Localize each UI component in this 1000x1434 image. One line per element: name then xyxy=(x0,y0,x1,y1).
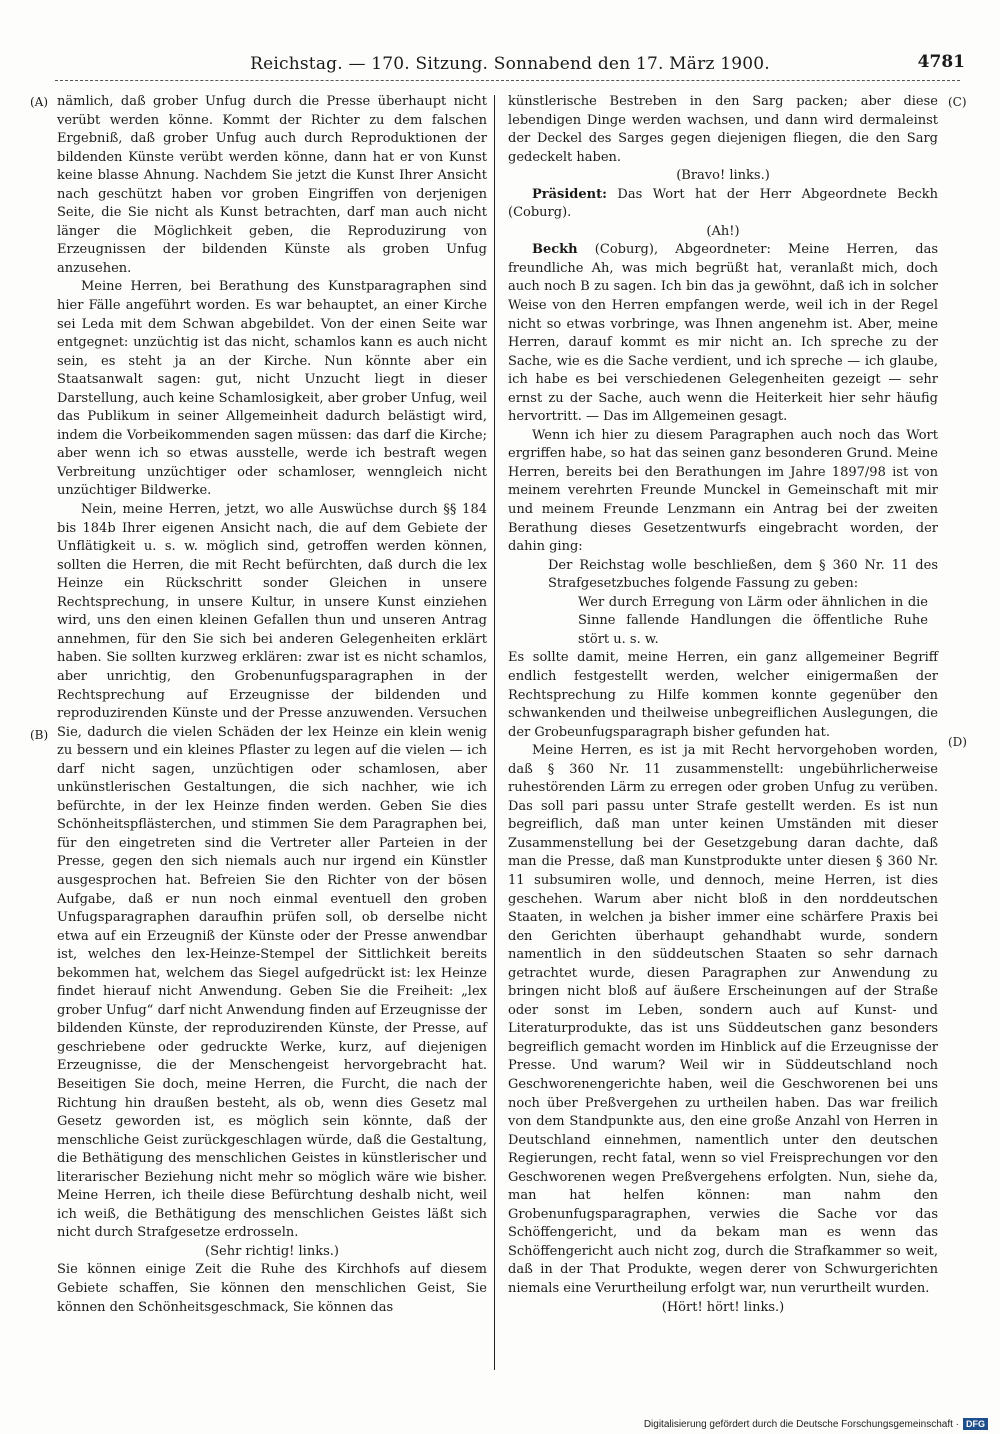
interjection: (Bravo! links.) xyxy=(676,168,770,184)
interjection: (Ah!) xyxy=(706,223,740,239)
paragraph: Sie können einige Zeit die Ruhe des Kirchhofs auf diesem Gebiete schaffen, Sie können den menschlichen Geist, Sie können den Schönheitsgeschmack, Sie können das xyxy=(57,1262,487,1315)
dfg-logo: DFG xyxy=(963,1418,988,1430)
footer-text: Digitalisierung gefördert durch die Deutsche Forschungsgemeinschaft · xyxy=(643,1418,959,1430)
president-statement xyxy=(508,186,938,223)
speaker-label: Präsident: xyxy=(532,186,607,202)
paragraph: Meine Herren, bei Berathung des Kunstparagraphen sind hier Fälle angeführt worden. Es war behauptet, an einer Kirche sei Leda mit dem Schwan abgebildet. Von der einen Seite war entgegnet: unzüchtig ist das nicht, schamlos kann es auch nicht sein, es steht ja an der Kirche. Nun könnte aber ein Staatsanwalt sagen: gut, nicht Unzucht liegt in dieser Darstellung, auch keine Schamlosigkeit, aber grober Unfug, weil das Publikum in seiner Allgemeinheit dadurch belästigt wird, indem die Vorbeikommenden sagen müssen: das darf die Kirche; aber wenn ich so etwas ausstelle, werde ich bestraft wegen Verbreitung unzüchtiger oder schamloser, wenngleich nicht unzüchtiger Bildwerke. xyxy=(57,279,487,499)
interjection: (Sehr richtig! links.) xyxy=(205,1243,339,1259)
law-text-quote: Wer durch Erregung von Lärm oder ähnlichen in die Sinne fallende Handlungen die öffentliche Ruhe stört u. s. w. xyxy=(578,594,928,647)
margin-marker-d: (D) xyxy=(948,735,967,749)
paragraph: Nein, meine Herren, jetzt, wo alle Auswüchse durch §§ 184 bis 184b Ihrer eigenen Ansicht nach, die auf dem Gebiete der Unflätigkeit u. s. w. möglich sind, getroffen werden können, sollten die Herren, die mit Recht befürchten, daß durch die lex Heinze ein Rückschritt sonder Gleichen in unsere Rechtsprechung, in unsere Kultur, in unsere Kunst einziehen wird, uns den einen kleinen Gefallen thun und unseren Antrag annehmen, für den Sie sich bei anderen Gelegenheiten erklärt haben. Sie sollten kurzweg erklären: zwar ist es nicht schamlos, aber unrichtig, den Grobenunfugsparagraphen in der Rechtsprechung auf Erzeugnisse der bildenden und reproduzirenden Künste und der Presse anzuwenden. Versuchen Sie, dadurch die vielen Schäden der lex Heinze ein klein wenig zu bessern und ein kleines Pflaster zu legen auf die vielen — ich darf nicht sagen, unzüchtigen oder schamlosen, aber unkünstlerischen Gestaltungen, die sich nachher, wie ich befürchte, in der lex Heinze finden werden. Geben Sie dies Schönheitspflästerchen, und stimmen Sie dem Paragraphen bei, für den eingetreten sind die Vertreter aller Parteien in der Presse, gegen den sich niemals auch nur irgend ein Künstler ausgesprochen hat. Befreien Sie den Richter von der bösen Aufgabe, daß er nun noch einmal eventuell den groben Unfugsparagraphen daraufhin prüfen soll, ob derselbe nicht etwa auf ein Erzeugniß der Künste oder der Presse anwendbar ist, welches den lex-Heinze-Stempel der Sittlichkeit bereits bekommen hat, welchem das Siegel aufgedrückt ist: lex Heinze findet hierauf nicht Anwendung. Geben Sie die Freiheit: „lex grober Unfug“ darf nicht Anwendung finden auf Erzeugnisse der bildenden Künste, der reproduzirenden Künste, der Presse, auf geschriebene oder gedruckte Werke, kurz, auf diejenigen Erzeugnisse, die der Menschengeist hervorgebracht hat. Beseitigen Sie doch, meine Herren, die Furcht, die nach der Richtung hin draußen besteht, als ob, wenn dies Gesetz mal Gesetz geworden ist, es möglich sein könnte, daß der menschliche Geist zurückgeschlagen würde, daß die Gestaltung, die Bethätigung des menschlichen Geistes in künstlerischer und literarischer Beziehung nicht mehr so möglich wäre wie bisher. Meine Herren, ich theile diese Befürchtung deshalb nicht, weil ich weiß, die Bethätigung des menschlichen Geistes läßt sich nicht durch Strafgesetze erdrosseln. xyxy=(57,502,487,1241)
paragraph: Es sollte damit, meine Herren, ein ganz allgemeiner Begriff endlich festgestellt werden, welcher einigermaßen der Rechtsprechung zu Hilfe kommen konnte gegenüber den schwankenden und theilweise unbegreiflichen Auslegungen, die der Grobeunfugsparagraph bisher gefunden hat. xyxy=(508,650,938,740)
motion-quote: Der Reichstag wolle beschließen, dem § 360 Nr. 11 des Strafgesetzbuches folgende Fassung zu geben: xyxy=(548,557,938,592)
margin-marker-b: (B) xyxy=(30,728,49,742)
digitization-footer xyxy=(644,1418,988,1430)
paragraph: nämlich, daß grober Unfug durch die Presse überhaupt nicht verübt werden könne. Kommt der Richter zu dem falschen Ergebniß, daß grober Unfug auch durch Reproduktionen der bildenden Künste verübt werden könne, dann hat er von Kunst keine blasse Ahnung. Nachdem Sie jetzt die Kunst Ihrer Ansicht nach geschützt haben vor groben Eingriffen von derjenigen Seite, die Sie nicht als Kunst betrachten, darf man auch nicht länger die Möglichkeit geben, die Reproduzirung von Erzeugnissen der bildenden Künste als groben Unfug anzusehen. xyxy=(57,94,487,276)
interjection: (Hört! hört! links.) xyxy=(661,1299,785,1315)
statement-text: Das Wort hat der Herr Abgeordnete Beckh (Coburg). xyxy=(508,186,938,221)
margin-marker-c: (C) xyxy=(948,95,967,109)
speaker-statement xyxy=(508,241,938,426)
paragraph: künstlerische Bestreben in den Sarg packen; aber diese lebendigen Dinge werden wachsen, und dann wird dermaleinst der Deckel des Sarges gegen diejenigen fliegen, die den Sarg gedeckelt haben. xyxy=(508,94,938,165)
margin-marker-a: (A) xyxy=(30,95,49,109)
left-column xyxy=(57,93,487,1317)
running-title: Reichstag. — 170. Sitzung. Sonnabend den 17. März 1900. xyxy=(250,54,770,74)
speaker-label: Beckh xyxy=(532,242,578,258)
paragraph: Meine Herren, es ist ja mit Recht hervorgehoben worden, daß § 360 Nr. 11 zusammenstellt: ungebührlicherweise ruhestörenden Lärm zu erregen oder groben Unfug zu verüben. Das soll pari passu unter Strafe gestellt werden. Es ist nun begreiflich, daß man unter keinen Umständen mit dieser Zusammenstellung bei der Gesetzgebung daran dachte, daß man die Presse, daß man Kunstprodukte unter diesen § 360 Nr. 11 subsumiren wolle, und dennoch, meine Herren, ist dies geschehen. Warum aber nicht bloß in den norddeutschen Staaten, in welchen ja bisher immer eine schärfere Praxis bei den Gerichten überhaupt gehandhabt wurde, sondern namentlich in den süddeutschen Staaten so sehr darnach getrachtet wurde, diesen Paragraphen zur Anwendung zu bringen nicht bloß auf äußere Erscheinungen auf der Straße oder sonst im Leben, sondern auch auf Kunst- und Literaturprodukte, das ist uns Süddeutschen ganz besonders begreiflich gemacht worden im Hinblick auf die Erzeugnisse der Presse. Und warum? Weil wir in Süddeutschland noch Geschworenengerichte haben, weil die Geschworenen bei uns noch über Preßvergehen zu urtheilen haben. Das war freilich von dem Standpunkte aus, den eine große Anzahl von Herren in Deutschland einnehmen, namentlich unter den deutschen Regierungen, recht fatal, wenn so viel Freisprechungen vor den Geschworenen wegen Preßvergehens erfolgten. Nun, siehe da, man hat helfen können: man nahm den Grobenunfugsparagraphen, verwies die Sache vor das Schöffengericht, und da bekam man es wenn das Schöffengericht auch nicht zog, durch die Strafkammer so weit, daß in der That Produkte, wegen derer von Schwurgerichten niemals eine Verurtheilung erfolgt war, nun verurtheilt wurden. xyxy=(508,743,938,1296)
paragraph: Wenn ich hier zu diesem Paragraphen auch noch das Wort ergriffen habe, so hat das seinen ganz besonderen Grund. Meine Herren, bereits bei den Berathungen im Jahre 1897/98 ist von meinem verehrten Freunde Munckel in Gemeinschaft mit mir und meinem Freunde Lenzmann ein Antrag bei der zweiten Berathung dieses Gesetzentwurfs eingebracht worden, der dahin ging: xyxy=(508,427,938,555)
right-column xyxy=(508,93,938,1317)
header-rule xyxy=(55,80,960,81)
column-divider xyxy=(494,95,495,1370)
page-number: 4781 xyxy=(917,52,965,72)
page-header xyxy=(55,52,965,80)
statement-text: (Coburg), Abgeordneter: Meine Herren, das freundliche Ah, was mich begrüßt hat, veranlaßt mich, doch auch noch B zu sagen. Ich bin das ja gewöhnt, daß ich in solcher Weise von den Herren empfangen werde, weil ich in der Regel nicht so etwas vorbringe, was Ihnen angenehm ist. Aber, meine Herren, darauf kommt es mir nicht an. Ich spreche zu der Sache, wie es die Sache verdient, und ich spreche — ich glaube, ich habe es bei verschiedenen Gelegenheiten gezeigt — sehr ernst zu der Sache, auch wenn die Heiterkeit hier sehr häufig hervortritt. — Das im Allgemeinen gesagt. xyxy=(508,242,938,425)
